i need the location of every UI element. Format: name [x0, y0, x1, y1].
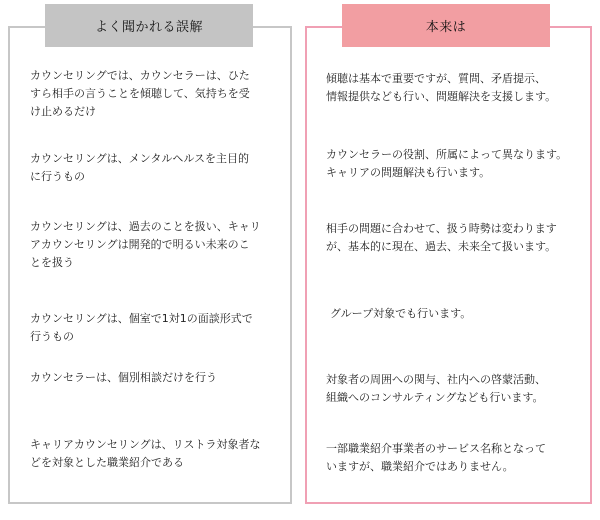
reality-line: グループ対象でも行います。 — [330, 307, 472, 320]
reality-line: 対象者の周囲への関与、社内への啓蒙活動、 — [326, 373, 546, 386]
reality-line: キャリアの問題解決も行います。 — [326, 166, 491, 179]
reality-line: 組織へのコンサルティングなども行います。 — [326, 391, 544, 404]
reality-line: 一部職業紹介事業者のサービス名称となって — [326, 442, 546, 455]
misconception-item-5 — [30, 369, 217, 387]
reality-header — [342, 4, 550, 47]
misconception-line: カウンセリングは、個室で1対1の面談形式で — [30, 312, 253, 325]
misconception-line: どを対象とした職業紹介である — [30, 456, 184, 469]
misconception-line: とを扱う — [30, 256, 74, 269]
reality-line: 相手の問題に合わせて、扱う時勢は変わります — [326, 222, 557, 235]
reality-line: 情報提供なども行い、問題解決を支援します。 — [326, 90, 557, 103]
misconception-item-4 — [30, 310, 253, 346]
reality-title: 本来は — [425, 20, 467, 35]
misconception-item-3 — [30, 218, 261, 272]
reality-item-4 — [330, 305, 471, 323]
misconception-item-2 — [30, 150, 249, 186]
misconception-item-6 — [30, 436, 260, 472]
misconception-item-1 — [30, 67, 250, 121]
reality-line: カウンセラーの役割、所属によって異なります。 — [326, 148, 568, 161]
misconception-line: け止めるだけ — [30, 105, 96, 118]
reality-line: が、基本的に現在、過去、未来全て扱います。 — [326, 240, 557, 253]
misconception-line: カウンセリングでは、カウンセラーは、ひた — [30, 69, 250, 82]
reality-item-6 — [326, 440, 546, 476]
misconception-line: カウンセリングは、メンタルヘルスを主目的 — [30, 152, 250, 165]
reality-item-5 — [326, 371, 546, 407]
reality-line: 傾聴は基本で重要ですが、質問、矛盾提示、 — [326, 72, 546, 85]
reality-line: いますが、職業紹介ではありません。 — [326, 460, 514, 473]
reality-item-3 — [326, 220, 557, 256]
misconceptions-header — [45, 4, 253, 47]
misconception-line: キャリアカウンセリングは、リストラ対象者な — [30, 438, 261, 451]
misconception-line: すら相手の言うことを傾聴して、気持ちを受 — [30, 87, 250, 100]
reality-item-1 — [326, 70, 556, 106]
misconceptions-title: よく聞かれる誤解 — [94, 20, 203, 35]
misconception-line: アカウンセリングは開発的で明るい未来のこ — [30, 238, 250, 251]
misconception-line: に行うもの — [30, 170, 85, 183]
misconception-line: カウンセラーは、個別相談だけを行う — [30, 371, 217, 384]
misconception-line: 行うもの — [30, 330, 74, 343]
misconception-line: カウンセリングは、過去のことを扱い、キャリ — [30, 220, 261, 233]
reality-item-2 — [326, 146, 567, 182]
